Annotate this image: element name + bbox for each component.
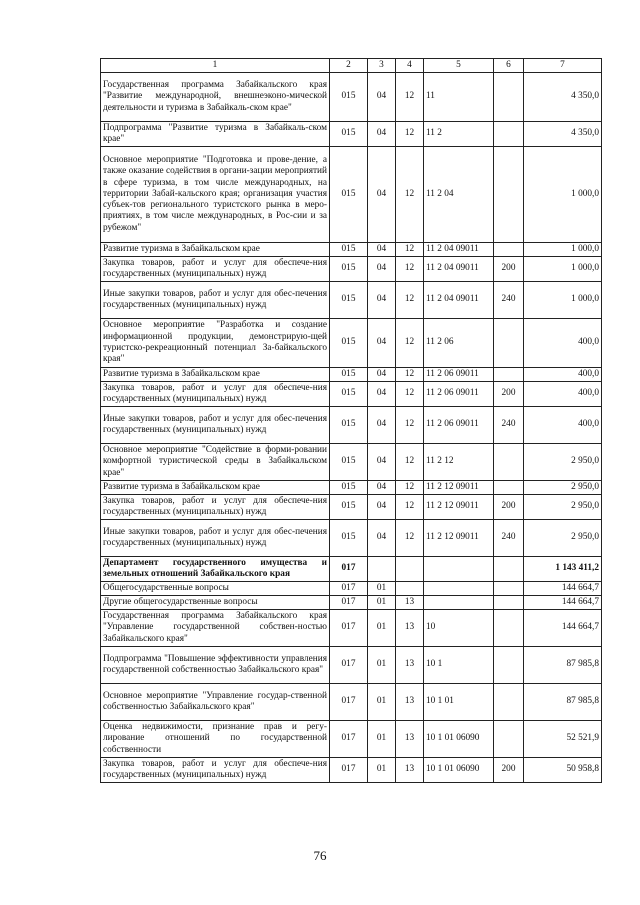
row-name-cell: Государственная программа Забайкальского края "Управление государственной собствен-ностью Забайкальского края": [101, 610, 330, 647]
table-row: [101, 147, 602, 243]
row-section-cell: 04: [368, 282, 396, 319]
row-subsection-cell: 13: [396, 610, 424, 647]
row-subsection-cell: 13: [396, 596, 424, 610]
row-subsection-cell: 12: [396, 407, 424, 444]
row-section-cell: 04: [368, 520, 396, 557]
row-amount-cell: 2 950,0: [524, 481, 602, 495]
row-expense-type-cell: [494, 243, 524, 257]
row-name-cell: Государственная программа Забайкальского края "Развитие международной, внешнеэконо-мической деятельности и туризма в Забайкаль-ском крае": [101, 73, 330, 122]
row-subsection-cell: 13: [396, 721, 424, 758]
row-section-cell: 01: [368, 582, 396, 596]
row-section-cell: 04: [368, 382, 396, 407]
row-expense-type-cell: [494, 444, 524, 481]
row-section-cell: [368, 557, 396, 582]
row-amount-cell: 1 000,0: [524, 243, 602, 257]
row-amount-cell: 87 985,8: [524, 647, 602, 684]
header-cell-col3: 3: [368, 59, 396, 73]
row-subsection-cell: 12: [396, 481, 424, 495]
row-amount-cell: 52 521,9: [524, 721, 602, 758]
row-expense-type-cell: 240: [494, 407, 524, 444]
row-subsection-cell: 12: [396, 319, 424, 368]
row-amount-cell: 400,0: [524, 319, 602, 368]
budget-table: [100, 58, 602, 783]
header-cell-col4: 4: [396, 59, 424, 73]
row-subsection-cell: 12: [396, 73, 424, 122]
table-row: [101, 758, 602, 783]
row-target-article-cell: [424, 557, 494, 582]
row-gr-code-cell: 015: [330, 147, 368, 243]
row-section-cell: 04: [368, 122, 396, 147]
row-section-cell: 04: [368, 407, 396, 444]
table-row: [101, 243, 602, 257]
row-name-cell: Основное мероприятие "Управление государ-ственной собственностью Забайкальского края": [101, 684, 330, 721]
table-row: [101, 495, 602, 520]
row-gr-code-cell: 015: [330, 257, 368, 282]
row-expense-type-cell: [494, 481, 524, 495]
row-subsection-cell: 12: [396, 243, 424, 257]
row-target-article-cell: 11 2 06: [424, 319, 494, 368]
row-subsection-cell: 12: [396, 495, 424, 520]
row-expense-type-cell: 200: [494, 382, 524, 407]
row-subsection-cell: 13: [396, 758, 424, 783]
row-target-article-cell: 11 2 04 09011: [424, 243, 494, 257]
row-target-article-cell: [424, 596, 494, 610]
row-subsection-cell: 12: [396, 444, 424, 481]
row-gr-code-cell: 017: [330, 758, 368, 783]
row-section-cell: 01: [368, 647, 396, 684]
row-amount-cell: 1 143 411,2: [524, 557, 602, 582]
row-section-cell: 04: [368, 319, 396, 368]
row-gr-code-cell: 017: [330, 647, 368, 684]
row-subsection-cell: 12: [396, 368, 424, 382]
table-row: [101, 610, 602, 647]
row-section-cell: 04: [368, 243, 396, 257]
row-subsection-cell: 12: [396, 122, 424, 147]
row-subsection-cell: [396, 557, 424, 582]
row-name-cell: Другие общегосударственные вопросы: [101, 596, 330, 610]
row-subsection-cell: 12: [396, 147, 424, 243]
row-target-article-cell: 11 2 04 09011: [424, 257, 494, 282]
table-row: [101, 382, 602, 407]
row-name-cell: Закупка товаров, работ и услуг для обеспече-ния государственных (муниципальных) нужд: [101, 382, 330, 407]
table-row: [101, 721, 602, 758]
table-row: [101, 257, 602, 282]
row-gr-code-cell: 017: [330, 610, 368, 647]
row-expense-type-cell: [494, 684, 524, 721]
row-expense-type-cell: [494, 147, 524, 243]
row-target-article-cell: 10 1 01: [424, 684, 494, 721]
table-row: [101, 557, 602, 582]
row-amount-cell: 2 950,0: [524, 520, 602, 557]
row-expense-type-cell: 200: [494, 758, 524, 783]
row-target-article-cell: 11: [424, 73, 494, 122]
header-cell-col5: 5: [424, 59, 494, 73]
row-gr-code-cell: 017: [330, 596, 368, 610]
row-target-article-cell: 10: [424, 610, 494, 647]
row-section-cell: 01: [368, 684, 396, 721]
row-name-cell: Иные закупки товаров, работ и услуг для обес-печения государственных (муниципальных) нужд: [101, 282, 330, 319]
row-amount-cell: 87 985,8: [524, 684, 602, 721]
table-row: [101, 647, 602, 684]
row-section-cell: 01: [368, 610, 396, 647]
row-name-cell: Развитие туризма в Забайкальском крае: [101, 243, 330, 257]
row-expense-type-cell: 200: [494, 257, 524, 282]
row-name-cell: Закупка товаров, работ и услуг для обеспече-ния государственных (муниципальных) нужд: [101, 495, 330, 520]
row-name-cell: Основное мероприятие "Разработка и создание информационной продукции, демонстрирую-щей туристско-рекреационный потенциал За-байкальского края": [101, 319, 330, 368]
table-row: [101, 73, 602, 122]
row-amount-cell: 400,0: [524, 368, 602, 382]
row-gr-code-cell: 015: [330, 368, 368, 382]
row-target-article-cell: 11 2 06 09011: [424, 368, 494, 382]
header-cell-col2: 2: [330, 59, 368, 73]
row-section-cell: 04: [368, 481, 396, 495]
row-gr-code-cell: 017: [330, 721, 368, 758]
row-subsection-cell: 12: [396, 257, 424, 282]
table-row: [101, 582, 602, 596]
table-row: [101, 368, 602, 382]
row-section-cell: 04: [368, 368, 396, 382]
row-gr-code-cell: 015: [330, 495, 368, 520]
row-amount-cell: 2 950,0: [524, 444, 602, 481]
table-row: [101, 407, 602, 444]
row-name-cell: Иные закупки товаров, работ и услуг для обес-печения государственных (муниципальных) нужд: [101, 520, 330, 557]
row-expense-type-cell: [494, 610, 524, 647]
row-section-cell: 01: [368, 721, 396, 758]
row-name-cell: Закупка товаров, работ и услуг для обеспече-ния государственных (муниципальных) нужд: [101, 758, 330, 783]
row-gr-code-cell: 015: [330, 73, 368, 122]
row-expense-type-cell: [494, 368, 524, 382]
row-gr-code-cell: 015: [330, 122, 368, 147]
row-amount-cell: 1 000,0: [524, 147, 602, 243]
table-row: [101, 282, 602, 319]
row-gr-code-cell: 015: [330, 319, 368, 368]
row-target-article-cell: 10 1 01 06090: [424, 758, 494, 783]
row-gr-code-cell: 015: [330, 282, 368, 319]
row-target-article-cell: 11 2 04 09011: [424, 282, 494, 319]
row-amount-cell: 400,0: [524, 382, 602, 407]
row-subsection-cell: 12: [396, 382, 424, 407]
row-expense-type-cell: 240: [494, 282, 524, 319]
row-target-article-cell: [424, 582, 494, 596]
row-name-cell: Развитие туризма в Забайкальском крае: [101, 481, 330, 495]
row-expense-type-cell: [494, 319, 524, 368]
row-target-article-cell: 11 2 06 09011: [424, 407, 494, 444]
row-amount-cell: 1 000,0: [524, 257, 602, 282]
row-expense-type-cell: [494, 73, 524, 122]
row-amount-cell: 144 664,7: [524, 582, 602, 596]
row-name-cell: Общегосударственные вопросы: [101, 582, 330, 596]
table-row: [101, 684, 602, 721]
row-section-cell: 04: [368, 73, 396, 122]
row-gr-code-cell: 017: [330, 557, 368, 582]
row-name-cell: Подпрограмма "Повышение эффективности управления государственной собственностью Забайкальского края": [101, 647, 330, 684]
table-row: [101, 520, 602, 557]
row-section-cell: 01: [368, 758, 396, 783]
row-section-cell: 04: [368, 444, 396, 481]
row-expense-type-cell: [494, 122, 524, 147]
row-section-cell: 01: [368, 596, 396, 610]
row-expense-type-cell: [494, 596, 524, 610]
row-gr-code-cell: 015: [330, 382, 368, 407]
row-expense-type-cell: 200: [494, 495, 524, 520]
row-expense-type-cell: [494, 582, 524, 596]
row-gr-code-cell: 015: [330, 243, 368, 257]
row-name-cell: Основное мероприятие "Содействие в форми-ровании комфортной туристической среды в Забайкальском крае": [101, 444, 330, 481]
page-number: 76: [313, 848, 327, 863]
row-section-cell: 04: [368, 147, 396, 243]
row-gr-code-cell: 017: [330, 582, 368, 596]
table-row: [101, 596, 602, 610]
header-cell-col6: 6: [494, 59, 524, 73]
header-cell-col7: 7: [524, 59, 602, 73]
row-section-cell: 04: [368, 495, 396, 520]
row-amount-cell: 2 950,0: [524, 495, 602, 520]
row-name-cell: Иные закупки товаров, работ и услуг для обес-печения государственных (муниципальных) нужд: [101, 407, 330, 444]
row-target-article-cell: 11 2 06 09011: [424, 382, 494, 407]
row-target-article-cell: 11 2 04: [424, 147, 494, 243]
row-gr-code-cell: 017: [330, 684, 368, 721]
row-name-cell: Подпрограмма "Развитие туризма в Забайкаль-ском крае": [101, 122, 330, 147]
row-name-cell: Основное мероприятие "Подготовка и прове-дение, а также оказание содействия в органи-зации мероприятий в сфере туризма, в том числе международных, на территории Забай-кальского края; организация участия субъек-тов регионального туристского рынка в меро-приятиях, в том числе международных, в Рос-сии и за рубежом": [101, 147, 330, 243]
row-amount-cell: 1 000,0: [524, 282, 602, 319]
row-expense-type-cell: [494, 647, 524, 684]
header-cell-col1: 1: [101, 59, 330, 73]
row-target-article-cell: 11 2 12 09011: [424, 495, 494, 520]
row-subsection-cell: 13: [396, 647, 424, 684]
row-amount-cell: 4 350,0: [524, 122, 602, 147]
row-amount-cell: 144 664,7: [524, 610, 602, 647]
row-subsection-cell: [396, 582, 424, 596]
row-target-article-cell: 11 2 12: [424, 444, 494, 481]
row-gr-code-cell: 015: [330, 520, 368, 557]
row-subsection-cell: 13: [396, 684, 424, 721]
row-amount-cell: 144 664,7: [524, 596, 602, 610]
row-target-article-cell: 11 2 12 09011: [424, 481, 494, 495]
row-name-cell: Закупка товаров, работ и услуг для обеспече-ния государственных (муниципальных) нужд: [101, 257, 330, 282]
row-gr-code-cell: 015: [330, 481, 368, 495]
row-gr-code-cell: 015: [330, 444, 368, 481]
table-row: [101, 319, 602, 368]
row-amount-cell: 4 350,0: [524, 73, 602, 122]
row-expense-type-cell: [494, 557, 524, 582]
row-amount-cell: 400,0: [524, 407, 602, 444]
row-subsection-cell: 12: [396, 282, 424, 319]
row-target-article-cell: 11 2 12 09011: [424, 520, 494, 557]
table-row: [101, 481, 602, 495]
row-target-article-cell: 10 1: [424, 647, 494, 684]
table-header-row: [101, 59, 602, 73]
row-target-article-cell: 11 2: [424, 122, 494, 147]
row-section-cell: 04: [368, 257, 396, 282]
table-row: [101, 444, 602, 481]
row-target-article-cell: 10 1 01 06090: [424, 721, 494, 758]
row-gr-code-cell: 015: [330, 407, 368, 444]
row-name-cell: Департамент государственного имущества и земельных отношений Забайкальского края: [101, 557, 330, 582]
row-name-cell: Оценка недвижимости, признание прав и регу-лирование отношений по государственной собственности: [101, 721, 330, 758]
row-amount-cell: 50 958,8: [524, 758, 602, 783]
table-row: [101, 122, 602, 147]
row-subsection-cell: 12: [396, 520, 424, 557]
row-expense-type-cell: [494, 721, 524, 758]
row-expense-type-cell: 240: [494, 520, 524, 557]
row-name-cell: Развитие туризма в Забайкальском крае: [101, 368, 330, 382]
